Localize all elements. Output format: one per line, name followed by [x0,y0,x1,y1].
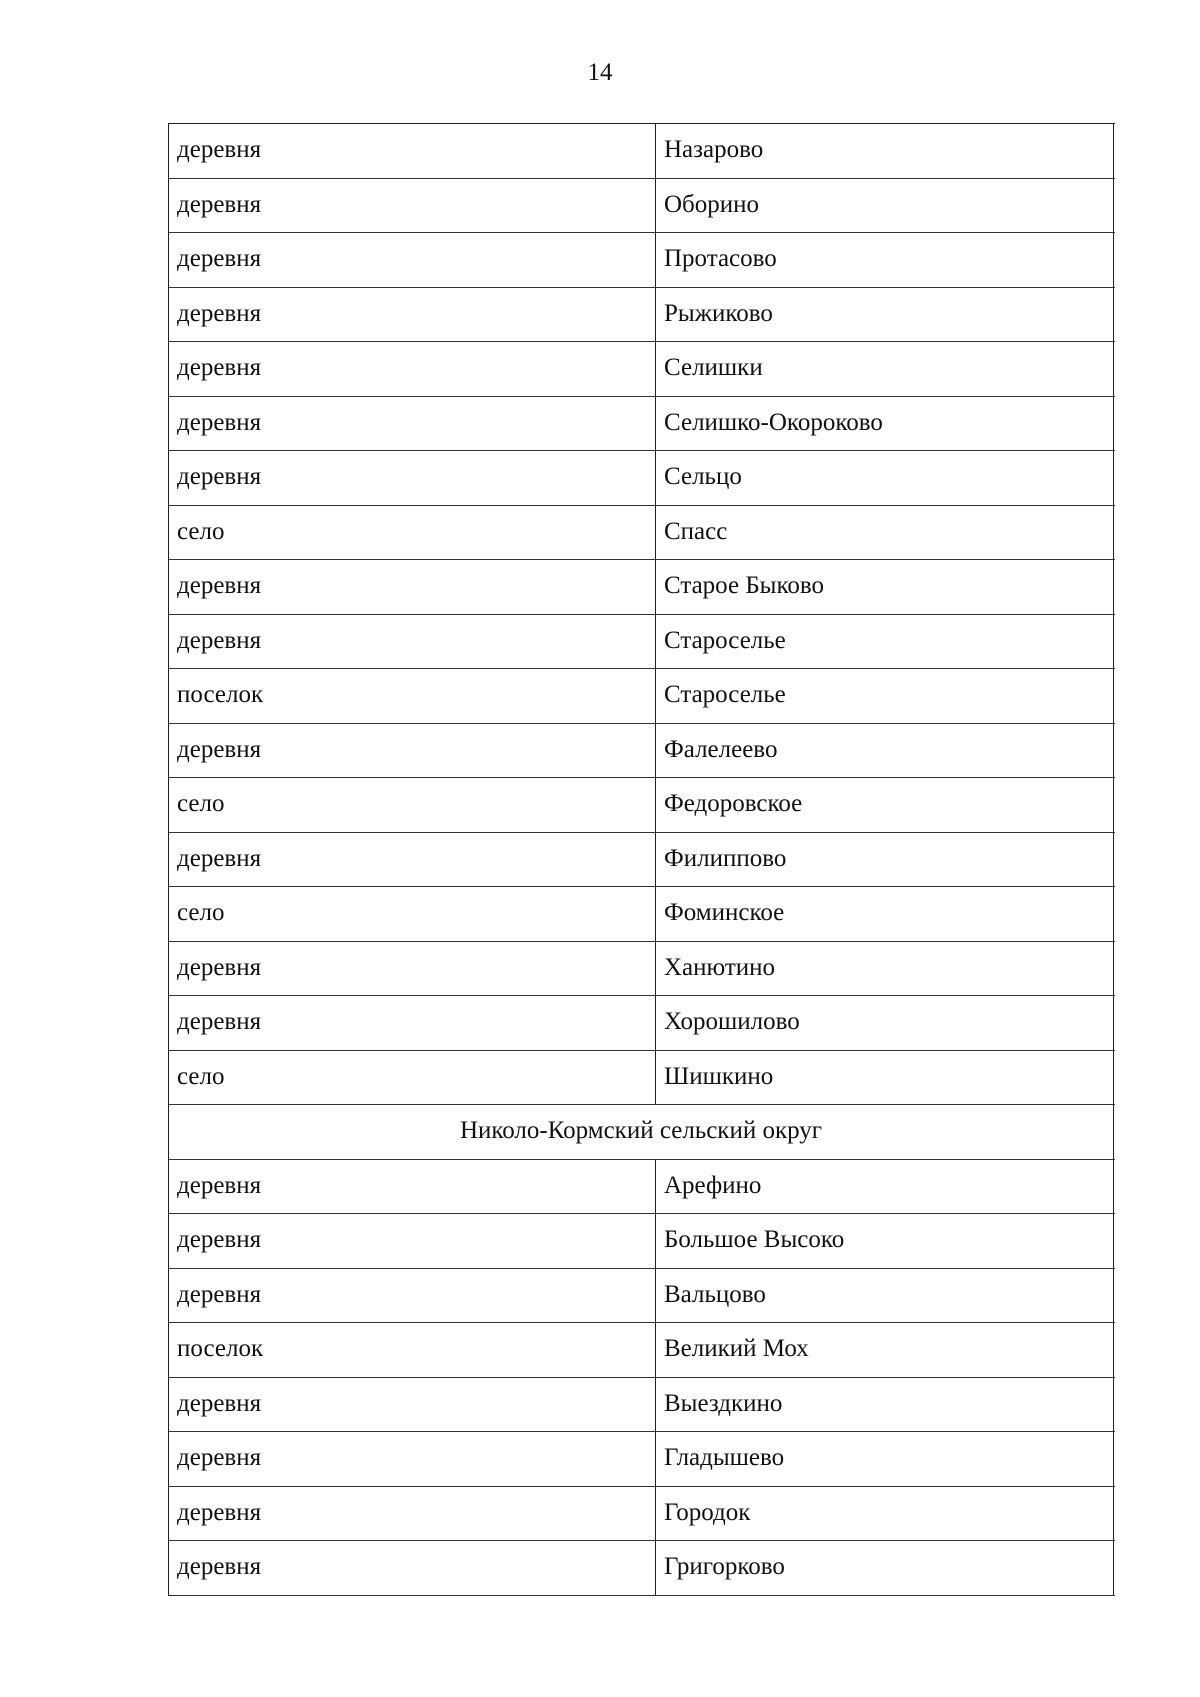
settlement-name-cell: Выездкино [656,1378,1114,1432]
settlement-name-cell: Большое Высоко [656,1214,1114,1268]
table-row [169,179,1115,234]
section-header-row [169,1105,1115,1160]
page-number: 14 [587,59,613,86]
settlement-name-cell: Староселье [656,615,1114,669]
settlement-name-cell: Сельцо [656,451,1114,505]
table-row [169,451,1115,506]
table-row [169,288,1115,343]
table-row [169,1432,1115,1487]
table-row [169,669,1115,724]
settlement-type-cell: деревня [169,233,656,287]
settlement-name-cell: Селишки [656,342,1114,396]
settlement-name-cell: Ханютино [656,942,1114,996]
settlement-type-cell: поселок [169,669,656,723]
settlement-type-cell: поселок [169,1323,656,1377]
settlement-type-cell: деревня [169,288,656,342]
settlement-name-cell: Филиппово [656,833,1114,887]
settlement-name-cell: Хорошилово [656,996,1114,1050]
settlement-name-cell: Фоминское [656,887,1114,941]
settlement-type-cell: деревня [169,1541,656,1595]
settlement-name-cell: Протасово [656,233,1114,287]
settlement-name-cell: Григорково [656,1541,1114,1595]
settlement-name-cell: Оборино [656,179,1114,233]
table-row [169,1051,1115,1106]
settlement-type-cell: деревня [169,615,656,669]
settlement-type-cell: деревня [169,1378,656,1432]
settlement-name-cell: Вальцово [656,1269,1114,1323]
settlement-type-cell: деревня [169,942,656,996]
table-row [169,1160,1115,1215]
table-row [169,1323,1115,1378]
section-title: Николо-Кормский сельский округ [169,1105,1114,1159]
settlement-type-cell: деревня [169,833,656,887]
settlement-type-cell: деревня [169,342,656,396]
settlement-name-cell: Арефино [656,1160,1114,1214]
settlement-name-cell: Староселье [656,669,1114,723]
table-row [169,1487,1115,1542]
settlements-table [168,123,1115,1596]
table-row [169,887,1115,942]
settlement-name-cell: Спасс [656,506,1114,560]
settlement-type-cell: деревня [169,996,656,1050]
settlement-type-cell: деревня [169,724,656,778]
table-row [169,615,1115,670]
settlement-type-cell: деревня [169,451,656,505]
table-row [169,506,1115,561]
table-row [169,124,1115,179]
settlement-type-cell: деревня [169,1214,656,1268]
settlement-type-cell: деревня [169,1432,656,1486]
table-row [169,778,1115,833]
table-row [169,560,1115,615]
table-row [169,1269,1115,1324]
settlement-type-cell: деревня [169,1269,656,1323]
settlement-name-cell: Шишкино [656,1051,1114,1105]
table-row [169,233,1115,288]
settlement-name-cell: Рыжиково [656,288,1114,342]
settlement-name-cell: Городок [656,1487,1114,1541]
settlement-type-cell: деревня [169,179,656,233]
settlement-name-cell: Федоровское [656,778,1114,832]
settlement-type-cell: село [169,1051,656,1105]
table-row [169,724,1115,779]
table-row [169,1378,1115,1433]
settlement-type-cell: село [169,778,656,832]
table-row [169,342,1115,397]
settlement-name-cell: Великий Мох [656,1323,1114,1377]
settlement-type-cell: деревня [169,1160,656,1214]
table-row [169,397,1115,452]
settlement-type-cell: деревня [169,124,656,178]
table-row [169,942,1115,997]
settlement-name-cell: Селишко-Окороково [656,397,1114,451]
settlement-type-cell: деревня [169,560,656,614]
table-row [169,1214,1115,1269]
settlement-type-cell: деревня [169,1487,656,1541]
settlement-type-cell: деревня [169,397,656,451]
settlement-name-cell: Назарово [656,124,1114,178]
table-row [169,996,1115,1051]
settlement-type-cell: село [169,506,656,560]
settlement-name-cell: Фалелеево [656,724,1114,778]
settlement-name-cell: Гладышево [656,1432,1114,1486]
settlement-name-cell: Старое Быково [656,560,1114,614]
table-row [169,833,1115,888]
table-row [169,1541,1115,1596]
settlement-type-cell: село [169,887,656,941]
